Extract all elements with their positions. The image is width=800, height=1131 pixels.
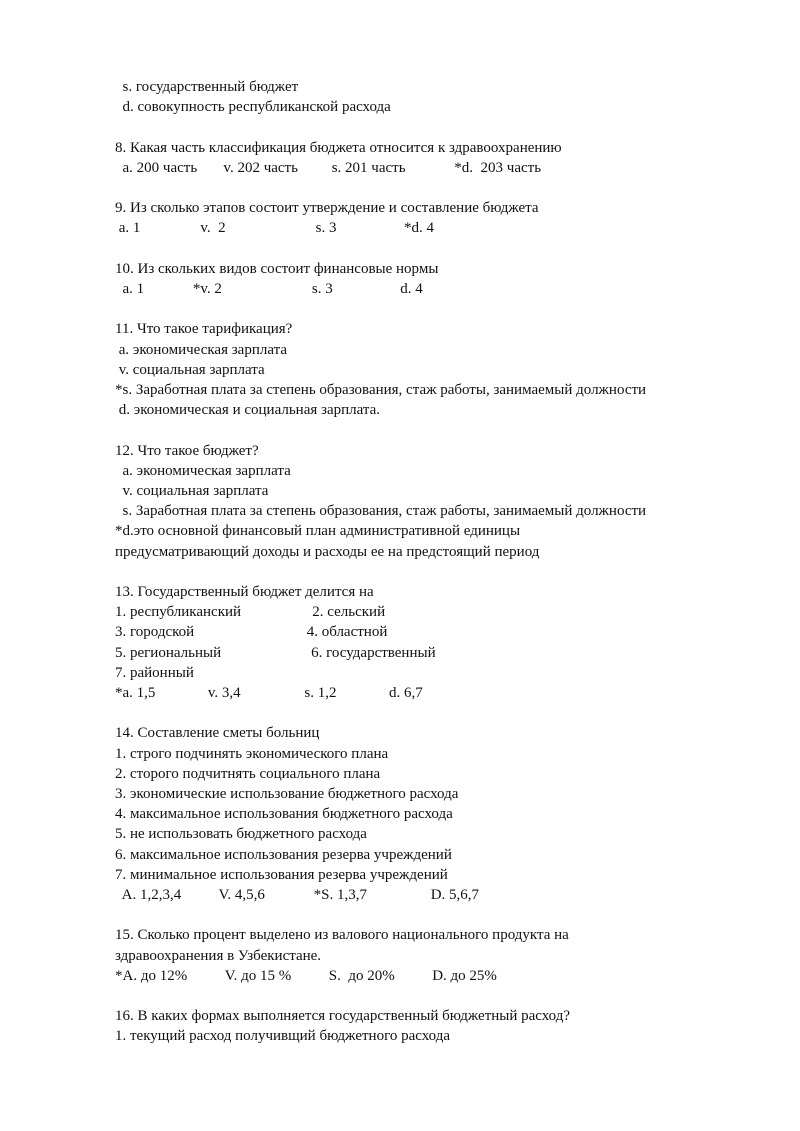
text-line: s. Заработная плата за степень образования, стаж работы, занимаемый должности <box>115 503 647 520</box>
text-line: 5. не использовать бюджетного расхода <box>115 826 367 843</box>
text-line: *A. до 12% V. до 15 % S. до 20% D. до 25% <box>115 967 497 984</box>
text-line: 16. В каких формах выполняется государственный бюджетный расход? <box>115 1008 571 1025</box>
text-line: 1. строго подчинять экономического плана <box>115 745 389 762</box>
text-line: *a. 1,5 v. 3,4 s. 1,2 d. 6,7 <box>115 685 423 701</box>
text-line: 5. региональный 6. государственный <box>115 644 436 661</box>
text-line: 3. городской 4. областной <box>115 624 388 641</box>
text-line: 3. экономические использование бюджетного расхода <box>115 786 459 802</box>
text-line: *s. Заработная плата за степень образования, стаж работы, занимаемый должности <box>115 382 647 398</box>
text-line: 14. Составление сметы больниц <box>115 725 320 742</box>
text-line: 9. Из сколько этапов состоит утверждение и составление бюджета <box>115 200 539 217</box>
text-line: 1. текущий расход получивщий бюджетного расхода <box>115 1028 451 1045</box>
text-line: здравоохранения в Узбекистане. <box>115 947 322 964</box>
text-line: 2. сторого подчитнять социального плана <box>115 765 381 782</box>
text-line: 10. Из скольких видов состоит финансовые нормы <box>115 260 439 277</box>
text-line: a. 1 v. 2 s. 3 *d. 4 <box>115 220 435 237</box>
text-line: 8. Какая часть классификация бюджета относится к здравоохранению <box>115 139 562 156</box>
text-line: предусматривающий доходы и расходы ее на предстоящий период <box>115 543 540 560</box>
text-line: A. 1,2,3,4 V. 4,5,6 *S. 1,3,7 D. 5,6,7 <box>115 887 480 903</box>
text-line: 13. Государственный бюджет делится на <box>115 584 374 600</box>
text-line: 11. Что такое тарификация? <box>115 321 293 338</box>
text-line: *d.это основной финансовый план административной единицы <box>115 523 521 540</box>
text-line: 7. районный <box>115 664 194 681</box>
text-line: d. экономическая и социальная зарплата. <box>115 402 381 419</box>
text-line: a. экономическая зарплата <box>115 341 287 358</box>
text-line: a. 1 *v. 2 s. 3 d. 4 <box>115 281 423 297</box>
text-line: d. совокупность республиканской расхода <box>115 99 391 116</box>
text-line: s. государственный бюджет <box>115 79 299 95</box>
text-line: 4. максимальное использования бюджетного расхода <box>115 806 453 823</box>
text-line: v. социальная зарплата <box>115 483 269 499</box>
text-line: 1. республиканский 2. сельский <box>115 604 386 621</box>
text-line: a. 200 часть v. 202 часть s. 201 часть *d. 203 часть <box>115 159 542 176</box>
text-line: 12. Что такое бюджет? <box>115 442 259 459</box>
text-line: 6. максимальное использования резерва учреждений <box>115 846 452 863</box>
text-line: 15. Сколько процент выделено из валового национального продукта на <box>115 927 569 944</box>
text-line: a. экономическая зарплата <box>115 462 291 479</box>
text-line: v. социальная зарплата <box>115 361 265 378</box>
text-line: 7. минимальное использования резерва учреждений <box>115 866 448 883</box>
